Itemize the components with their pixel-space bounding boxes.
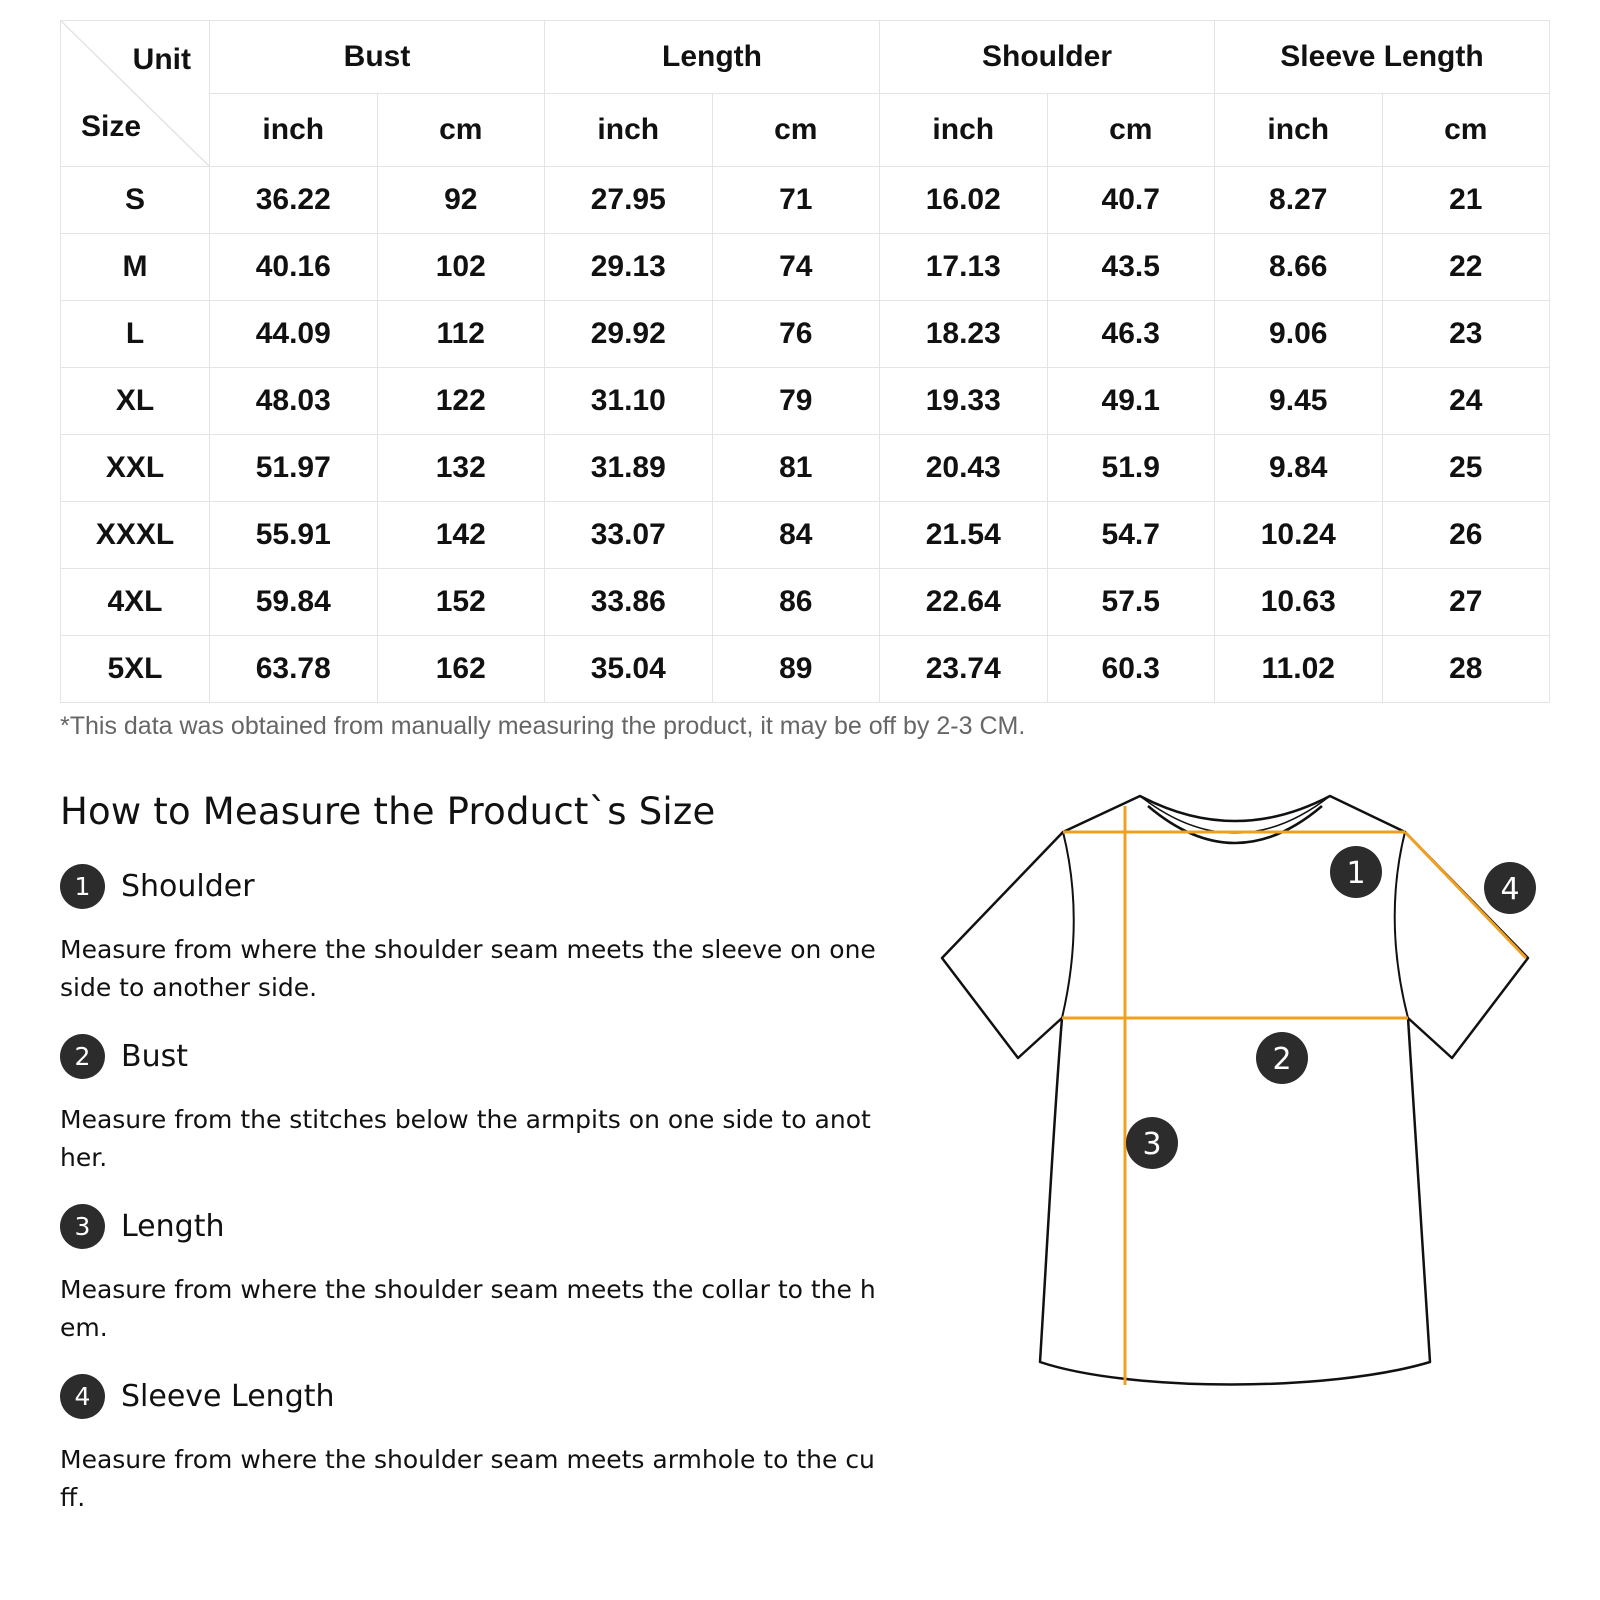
step-label: Bust	[121, 1038, 188, 1074]
step-label: Length	[121, 1208, 225, 1244]
unit-header: cm	[1047, 94, 1215, 167]
unit-header-row	[61, 94, 1550, 167]
marker-2-label: 2	[1272, 1042, 1292, 1077]
corner-size-label: Size	[81, 110, 142, 143]
guide-title: How to Measure the Product`s Size	[60, 790, 716, 833]
group-header-length: Length	[545, 21, 880, 94]
measurement-cell: 59.84	[210, 569, 378, 636]
measurement-cell: 24	[1382, 368, 1550, 435]
measurement-cell: 33.86	[545, 569, 713, 636]
measurement-cell: 152	[377, 569, 545, 636]
corner-unit-label: Unit	[132, 43, 191, 76]
measurement-cell: 28	[1382, 636, 1550, 703]
group-header-bust: Bust	[210, 21, 545, 94]
measurement-cell: 23.74	[880, 636, 1048, 703]
size-cell: 5XL	[61, 636, 210, 703]
size-cell: XXXL	[61, 502, 210, 569]
table-row	[61, 301, 1550, 368]
guide-step-length	[60, 1203, 880, 1347]
guide-step-sleeve-length	[60, 1373, 880, 1517]
marker-1-badge	[1330, 846, 1382, 898]
table-row	[61, 234, 1550, 301]
unit-header: cm	[377, 94, 545, 167]
measurement-cell: 27.95	[545, 167, 713, 234]
measurement-note: *This data was obtained from manually measuring the product, it may be off by 2-3 CM.	[60, 712, 1026, 740]
table-row	[61, 435, 1550, 502]
group-header-sleeve-length: Sleeve Length	[1215, 21, 1550, 94]
measurement-cell: 9.06	[1215, 301, 1383, 368]
measurement-cell: 9.84	[1215, 435, 1383, 502]
step-description: Measure from the stitches below the armpits on one side to another.	[60, 1105, 871, 1172]
marker-2-badge	[1256, 1032, 1308, 1084]
measurement-cell: 46.3	[1047, 301, 1215, 368]
step-number-badge: 1	[60, 864, 105, 909]
measurement-cell: 63.78	[210, 636, 378, 703]
size-cell: L	[61, 301, 210, 368]
size-chart-table	[60, 20, 1550, 703]
measurement-cell: 29.92	[545, 301, 713, 368]
measurement-cell: 51.97	[210, 435, 378, 502]
measurement-cell: 81	[712, 435, 880, 502]
marker-1-label: 1	[1346, 856, 1366, 891]
measurement-cell: 20.43	[880, 435, 1048, 502]
measurement-cell: 54.7	[1047, 502, 1215, 569]
group-header-shoulder: Shoulder	[880, 21, 1215, 94]
measurement-cell: 102	[377, 234, 545, 301]
measurement-cell: 76	[712, 301, 880, 368]
step-number-badge: 4	[60, 1374, 105, 1419]
measurement-cell: 18.23	[880, 301, 1048, 368]
step-number-badge: 2	[60, 1034, 105, 1079]
measurement-cell: 79	[712, 368, 880, 435]
measurement-cell: 17.13	[880, 234, 1048, 301]
step-description: Measure from where the shoulder seam meets the sleeve on one side to another side.	[60, 935, 876, 1002]
size-cell: XL	[61, 368, 210, 435]
measure-guide	[60, 790, 880, 1543]
size-rows	[61, 167, 1550, 703]
measurement-cell: 132	[377, 435, 545, 502]
measurement-cell: 89	[712, 636, 880, 703]
guide-step-bust	[60, 1033, 880, 1177]
step-label: Sleeve Length	[121, 1378, 335, 1414]
measurement-cell: 9.45	[1215, 368, 1383, 435]
measurement-cell: 16.02	[880, 167, 1048, 234]
measurement-cell: 112	[377, 301, 545, 368]
corner-header	[61, 21, 210, 167]
measurement-cell: 10.63	[1215, 569, 1383, 636]
guide-step-shoulder	[60, 863, 880, 1007]
size-cell: 4XL	[61, 569, 210, 636]
measurement-cell: 26	[1382, 502, 1550, 569]
unit-header: cm	[1382, 94, 1550, 167]
measurement-cell: 31.10	[545, 368, 713, 435]
measurement-cell: 36.22	[210, 167, 378, 234]
step-label: Shoulder	[121, 868, 255, 904]
step-description: Measure from where the shoulder seam meets the collar to the hem.	[60, 1275, 876, 1342]
table-row	[61, 167, 1550, 234]
measurement-cell: 60.3	[1047, 636, 1215, 703]
unit-header: inch	[1215, 94, 1383, 167]
tshirt-measurement-diagram	[930, 780, 1540, 1400]
measurement-cell: 71	[712, 167, 880, 234]
table-row	[61, 569, 1550, 636]
measurement-cell: 84	[712, 502, 880, 569]
size-cell: S	[61, 167, 210, 234]
measurement-cell: 40.16	[210, 234, 378, 301]
measurement-cell: 29.13	[545, 234, 713, 301]
measurement-cell: 48.03	[210, 368, 378, 435]
measurement-cell: 49.1	[1047, 368, 1215, 435]
measurement-cell: 8.27	[1215, 167, 1383, 234]
measurement-cell: 51.9	[1047, 435, 1215, 502]
table-row	[61, 636, 1550, 703]
measurement-cell: 74	[712, 234, 880, 301]
size-cell: M	[61, 234, 210, 301]
measurement-cell: 31.89	[545, 435, 713, 502]
measurement-cell: 40.7	[1047, 167, 1215, 234]
measurement-group-row	[61, 21, 1550, 94]
measurement-cell: 22.64	[880, 569, 1048, 636]
marker-4-label: 4	[1500, 872, 1520, 907]
measurement-cell: 57.5	[1047, 569, 1215, 636]
measurement-cell: 35.04	[545, 636, 713, 703]
measurement-cell: 33.07	[545, 502, 713, 569]
measurement-cell: 86	[712, 569, 880, 636]
measurement-cell: 21.54	[880, 502, 1048, 569]
measurement-cell: 19.33	[880, 368, 1048, 435]
unit-header: inch	[210, 94, 378, 167]
measurement-cell: 8.66	[1215, 234, 1383, 301]
measurement-cell: 43.5	[1047, 234, 1215, 301]
measurement-cell: 21	[1382, 167, 1550, 234]
measurement-cell: 44.09	[210, 301, 378, 368]
measurement-cell: 10.24	[1215, 502, 1383, 569]
measurement-cell: 11.02	[1215, 636, 1383, 703]
step-number-badge: 3	[60, 1204, 105, 1249]
size-cell: XXL	[61, 435, 210, 502]
marker-3-badge	[1126, 1117, 1178, 1169]
unit-header: cm	[712, 94, 880, 167]
measurement-cell: 25	[1382, 435, 1550, 502]
measurement-cell: 122	[377, 368, 545, 435]
marker-3-label: 3	[1142, 1127, 1162, 1162]
table-row	[61, 368, 1550, 435]
table-row	[61, 502, 1550, 569]
marker-4-badge	[1484, 862, 1536, 914]
measurement-cell: 142	[377, 502, 545, 569]
measurement-cell: 22	[1382, 234, 1550, 301]
tshirt-outline	[942, 796, 1528, 1385]
measurement-cell: 23	[1382, 301, 1550, 368]
step-description: Measure from where the shoulder seam meets armhole to the cuff.	[60, 1445, 875, 1512]
measurement-cell: 55.91	[210, 502, 378, 569]
measurement-cell: 162	[377, 636, 545, 703]
unit-header: inch	[880, 94, 1048, 167]
unit-header: inch	[545, 94, 713, 167]
measurement-cell: 27	[1382, 569, 1550, 636]
measurement-cell: 92	[377, 167, 545, 234]
